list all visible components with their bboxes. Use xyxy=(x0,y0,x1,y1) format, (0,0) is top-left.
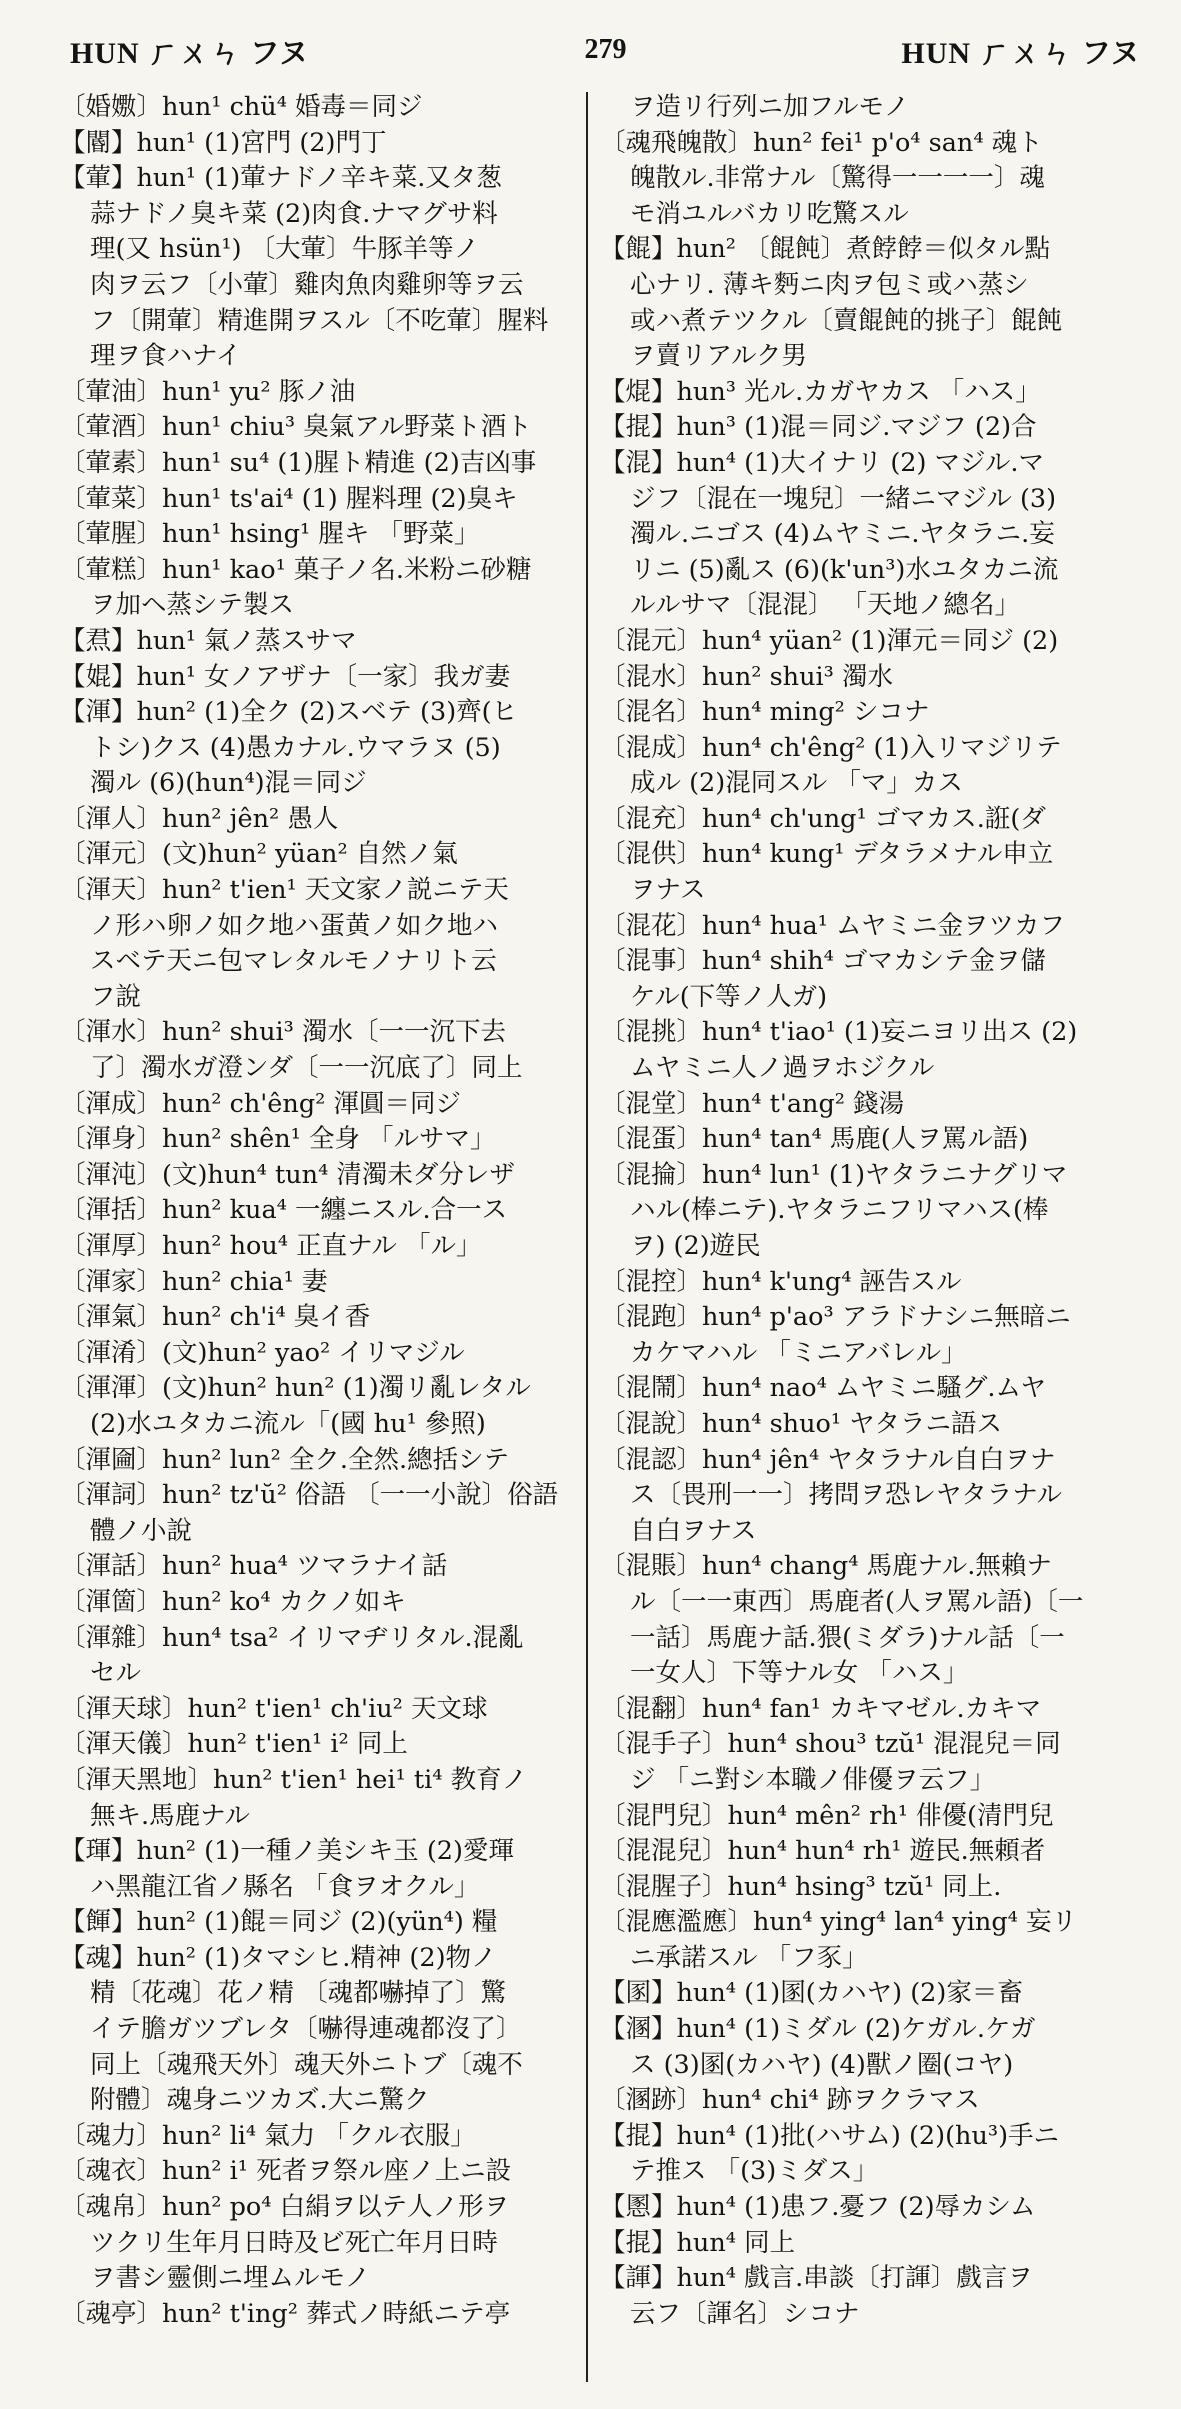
text-line: 【閽】hun¹ (1)宮門 (2)門丁 xyxy=(60,127,387,158)
text-line: 〔混跑〕hun⁴ p'ao³ アラドナシニ無暗ニ xyxy=(600,1302,1071,1333)
text-line: 肉ヲ云フ〔小葷〕雞肉魚肉雞卵等ヲ云 xyxy=(90,269,524,300)
text-line: 【婫】hun¹ 女ノアザナ〔一家〕我ガ妻 xyxy=(60,661,511,692)
text-line: 〔渾人〕hun² jên² 愚人 xyxy=(60,803,339,834)
text-line: 〔渾厚〕hun² hou⁴ 正直ナル 「ル」 xyxy=(60,1231,482,1261)
text-line: 〔葷菜〕hun¹ ts'ai⁴ (1) 腥料理 (2)臭キ xyxy=(60,483,518,514)
text-line: 精〔花魂〕花ノ精 〔魂都嚇掉了〕驚 xyxy=(90,1978,507,2009)
text-line: 〔渾家〕hun² chia¹ 妻 xyxy=(60,1266,328,1297)
text-line: 〔葷油〕hun¹ yu² 豚ノ油 xyxy=(60,376,356,407)
text-line: ルルサマ〔混混〕 「天地ノ總名」 xyxy=(630,590,1020,621)
text-line: ヲ賣リアルク男 xyxy=(630,341,807,372)
text-line: ジ 「ニ對シ本職ノ俳優ヲ云フ」 xyxy=(630,1764,996,1795)
text-line: ハ黑龍江省ノ縣名 「食ヲオクル」 xyxy=(90,1871,480,1902)
text-line: 〔混花〕hun⁴ hua¹ ムヤミニ金ヲツカフ xyxy=(600,910,1065,941)
text-line: 〔渾成〕hun² ch'êng² 渾圓＝同ジ xyxy=(60,1088,461,1119)
text-line: ニ承諾スル 「フ豕」 xyxy=(630,1942,868,1973)
header-left-guide: HUN ㄏㄨㄣ フヌ xyxy=(70,37,310,70)
text-line: 〔混堂〕hun⁴ t'ang² 錢湯 xyxy=(600,1088,905,1119)
left-column xyxy=(60,90,580,2389)
right-column xyxy=(600,90,1140,2389)
text-line: 〔混掄〕hun⁴ lun¹ (1)ヤタラニナグリマ xyxy=(600,1159,1068,1190)
text-line: 蒜ナドノ臭キ菜 (2)肉食.ナマグサ料 xyxy=(90,198,498,229)
text-line: 【渾】hun² (1)全ク (2)スベテ (3)齊(ヒ xyxy=(60,697,518,728)
text-line: 〔混腥子〕hun⁴ hsing³ tzŭ¹ 同上. xyxy=(600,1871,1002,1902)
text-line: 〔混事〕hun⁴ shih⁴ ゴマカシテ金ヲ儲 xyxy=(600,946,1047,977)
text-line: 【掍】hun³ (1)混＝同ジ.マジフ (2)合 xyxy=(600,412,1037,443)
text-line: 或ハ煮テツクル〔賣餛飩的挑子〕餛飩 xyxy=(630,305,1063,336)
text-line: モ消ユルバカリ吃驚スル xyxy=(630,198,909,229)
text-line: ヲ造リ行列ニ加フルモノ xyxy=(630,92,910,122)
page-header xyxy=(70,20,1141,80)
text-line: カケマハル 「ミニアバレル」 xyxy=(630,1337,967,1368)
text-line: 〔魂帛〕hun² po⁴ 白絹ヲ以テ人ノ形ヲ xyxy=(60,2192,510,2223)
text-line: 〔渾水〕hun² shui³ 濁水〔一一沉下去 xyxy=(60,1017,507,1048)
text-line: 〔渾圇〕hun² lun² 全ク.全然.總括シテ xyxy=(60,1444,510,1475)
text-line: 〔渾箇〕hun² ko⁴ カクノ如キ xyxy=(60,1586,406,1617)
text-line: 〔混水〕hun² shui³ 濁水 xyxy=(600,661,894,692)
text-line: 〔渾天球〕hun² t'ien¹ ch'iu² 天文球 xyxy=(60,1693,488,1724)
text-line: 〔混充〕hun⁴ ch'ung¹ ゴマカス.誑(ダ xyxy=(600,803,1046,834)
text-line: ヲ書シ靈側ニ埋ムルモノ xyxy=(90,2263,371,2294)
text-line: 〔混名〕hun⁴ ming² シコナ xyxy=(600,697,930,728)
text-line: ヲ) (2)遊民 xyxy=(630,1231,761,1261)
text-line: セル xyxy=(90,1658,142,1689)
text-line: 【餛】hun² 〔餛飩〕煮餑餑＝似タル點 xyxy=(600,234,1051,265)
text-line: 〔渾沌〕(文)hun⁴ tun⁴ 清濁未ダ分レザ xyxy=(60,1159,515,1190)
text-line: 〔婚嫐〕hun¹ chü⁴ 婚毒＝同ジ xyxy=(60,92,423,122)
text-line: 成ル (2)混同スル 「マ」カス xyxy=(630,768,963,799)
text-line: 〔渾括〕hun² kua⁴ 一纏ニスル.合一ス xyxy=(60,1195,508,1226)
text-line: 〔混賬〕hun⁴ chang⁴ 馬鹿ナル.無賴ナ xyxy=(600,1551,1052,1582)
text-line: 〔渾元〕(文)hun² yüan² 自然ノ氣 xyxy=(60,839,458,870)
text-line: 〔渾話〕hun² hua⁴ ツマラナイ話 xyxy=(60,1551,448,1582)
text-line: リニ (5)亂ス (6)(k'un³)水ユタカニ流 xyxy=(630,554,1059,585)
text-line: 〔混控〕hun⁴ k'ung⁴ 誣告スル xyxy=(600,1266,962,1297)
text-line: 〔混手子〕hun⁴ shou³ tzŭ¹ 混混兒＝同 xyxy=(600,1729,1061,1760)
text-line: 附體〕魂身ニツカズ.大ニ驚ク xyxy=(90,2085,430,2116)
text-line: 〔葷腥〕hun¹ hsing¹ 腥キ 「野菜」 xyxy=(60,519,480,550)
text-line: 〔混應濫應〕hun⁴ ying⁴ lan⁴ ying⁴ 妄リ xyxy=(600,1907,1077,1938)
text-line: 【魂】hun² (1)タマシヒ.精神 (2)物ノ xyxy=(60,1942,497,1973)
text-line: 心ナリ. 薄キ麪ニ肉ヲ包ミ或ハ蒸シ xyxy=(630,269,1029,300)
text-line: 〔混蛋〕hun⁴ tan⁴ 馬鹿(人ヲ罵ル語) xyxy=(600,1124,1029,1155)
text-line: 同上〔魂飛天外〕魂天外ニトブ〔魂不 xyxy=(90,2049,523,2080)
header-right-guide: HUN ㄏㄨㄣ フヌ xyxy=(901,37,1141,70)
text-line: 無キ.馬鹿ナル xyxy=(90,1800,250,1831)
text-line: フ〔開葷〕精進開ヲスル〔不吃葷〕腥料 xyxy=(90,305,549,336)
text-line: (2)水ユタカニ流ル「(國 hu¹ 參照) xyxy=(90,1408,486,1439)
text-line: 理(又 hsün¹) 〔大葷〕牛豚羊等ノ xyxy=(90,234,480,265)
text-line: 〔魂亭〕hun² t'ing² 葬式ノ時紙ニテ亭 xyxy=(60,2298,511,2329)
text-line: ス (3)圂(カハヤ) (4)獸ノ圈(コヤ) xyxy=(630,2049,1014,2080)
text-line: ツクリ生年月日時及ビ死亡年月日時 xyxy=(90,2227,498,2258)
text-line: 〔渾天〕hun² t'ien¹ 天文家ノ説ニテ天 xyxy=(60,875,509,906)
text-line: ヲナス xyxy=(630,875,706,906)
text-line: スベテ天ニ包マレタルモノナリト云 xyxy=(90,946,497,977)
text-line: 〔混挑〕hun⁴ t'iao¹ (1)妄ニヨリ出ス (2) xyxy=(600,1017,1078,1048)
text-line: 【溷】hun⁴ (1)ミダル (2)ケガル.ケガ xyxy=(600,2014,1036,2045)
text-line: フ說 xyxy=(90,981,142,1012)
text-line: 〔混供〕hun⁴ kung¹ デタラメナル申立 xyxy=(600,839,1054,870)
text-line: 〔渾天黑地〕hun² t'ien¹ hei¹ ti⁴ 教育ノ xyxy=(60,1764,528,1795)
text-line: 【混】hun⁴ (1)大イナリ (2) マジル.マ xyxy=(600,447,1045,478)
text-line: 一女人〕下等ナル女 「ハス」 xyxy=(630,1658,969,1689)
text-line: 【慁】hun⁴ (1)患フ.憂フ (2)辱カシム xyxy=(600,2192,1036,2223)
text-line: 濁ル.ニゴス (4)ムヤミニ.ヤタラニ.妄 xyxy=(630,519,1055,550)
text-line: 了〕濁水ガ澄ンダ〔一一沉底了〕同上 xyxy=(90,1053,523,1084)
text-line: 一話〕馬鹿ナ話.猥(ミダラ)ナル話〔一 xyxy=(630,1622,1065,1653)
text-line: テ推ス 「(3)ミダス」 xyxy=(630,2156,879,2187)
text-line: 〔渾詞〕hun² tz'ŭ² 俗語 〔一一小說〕俗語 xyxy=(60,1480,559,1511)
text-line: 【餫】hun² (1)餛＝同ジ (2)(yün⁴) 糧 xyxy=(60,1907,498,1938)
text-line: 〔葷素〕hun¹ su⁴ (1)腥ト精進 (2)吉凶事 xyxy=(60,447,537,478)
text-line: 【焄】hun¹ 氣ノ蒸スサマ xyxy=(60,625,357,656)
text-line: 〔魂飛魄散〕hun² fei¹ p'o⁴ san⁴ 魂ト xyxy=(600,127,1043,158)
text-line: 〔渾天儀〕hun² t'ien¹ i² 同上 xyxy=(60,1729,408,1760)
text-line: 〔混門兒〕hun⁴ mên² rh¹ 俳優(清門兒 xyxy=(600,1800,1054,1831)
text-line: 〔魂衣〕hun² i¹ 死者ヲ祭ル座ノ上ニ設 xyxy=(60,2156,512,2187)
text-line: 〔混認〕hun⁴ jên⁴ ヤタラナル自白ヲナ xyxy=(600,1444,1056,1475)
text-line: ジフ〔混在一塊兒〕一緒ニマジル (3) xyxy=(630,483,1057,514)
text-line: 〔葷酒〕hun¹ chiu³ 臭氣アル野菜ト酒ト xyxy=(60,412,532,443)
text-line: 體ノ小說 xyxy=(90,1515,193,1546)
text-line: 〔混說〕hun⁴ shuo¹ ヤタラニ語ス xyxy=(600,1408,1002,1439)
text-line: 〔渾雜〕hun⁴ tsa² イリマヂリタル.混亂 xyxy=(60,1622,524,1653)
text-line: 【掍】hun⁴ (1)批(ハサム) (2)(hu³)手ニ xyxy=(600,2120,1060,2151)
page-number: 279 xyxy=(584,34,627,65)
text-line: 【掍】hun⁴ 同上 xyxy=(600,2227,796,2258)
text-line: 【諢】hun⁴ 戲言.串談〔打諢〕戲言ヲ xyxy=(600,2263,1033,2294)
text-line: 〔溷跡〕hun⁴ chi⁴ 跡ヲクラマス xyxy=(600,2085,980,2116)
text-line: イテ膽ガツブレタ〔嚇得連魂都沒了〕 xyxy=(90,2014,522,2045)
text-line: 〔混混兒〕hun⁴ hun⁴ rh¹ 遊民.無頼者 xyxy=(600,1836,1046,1867)
column-divider xyxy=(586,92,588,2382)
text-line: 【葷】hun¹ (1)葷ナドノ辛キ菜.又タ葱 xyxy=(60,163,502,194)
text-line: 【焜】hun³ 光ル.カガヤカス 「ハス」 xyxy=(600,376,1041,407)
text-line: 理ヲ食ハナイ xyxy=(90,341,242,372)
text-line: 濁ル (6)(hun⁴)混＝同ジ xyxy=(90,768,367,799)
text-line: 〔渾淆〕(文)hun² yao² イリマジル xyxy=(60,1337,465,1368)
text-line: 〔混翻〕hun⁴ fan¹ カキマゼル.カキマ xyxy=(600,1693,1042,1724)
text-line: ル〔一一東西〕馬鹿者(人ヲ罵ル語)〔一 xyxy=(630,1586,1084,1617)
text-line: 【琿】hun² (1)一種ノ美シキ玉 (2)愛琿 xyxy=(60,1836,514,1867)
text-line: 〔渾氣〕hun² ch'i⁴ 臭イ香 xyxy=(60,1302,371,1333)
text-line: 〔混元〕hun⁴ yüan² (1)渾元＝同ジ (2) xyxy=(600,625,1059,656)
text-line: ケル(下等ノ人ガ) xyxy=(630,981,828,1012)
text-line: ヲ加ヘ蒸シテ製ス xyxy=(90,590,295,621)
text-line: 〔魂力〕hun² li⁴ 氣力 「クル衣服」 xyxy=(60,2120,476,2151)
text-line: ムヤミニ人ノ過ヲホジクル xyxy=(630,1053,935,1084)
text-line: ノ形ハ卵ノ如ク地ハ蛋黄ノ如ク地ハ xyxy=(90,910,499,941)
text-line: ス〔畏刑一一〕拷問ヲ恐レヤタラナル xyxy=(630,1480,1062,1511)
text-line: 〔渾渾〕(文)hun² hun² (1)濁リ亂レタル xyxy=(60,1373,531,1404)
text-line: 〔葷糕〕hun¹ kao¹ 菓子ノ名.米粉ニ砂糖 xyxy=(60,554,532,585)
text-line: 云フ〔諢名〕シコナ xyxy=(630,2298,860,2329)
text-line: 自白ヲナス xyxy=(630,1515,757,1546)
text-line: 〔渾身〕hun² shên¹ 全身 「ルサマ」 xyxy=(60,1124,496,1155)
text-line: 魄散ル.非常ナル〔驚得一一一一〕魂 xyxy=(630,163,1045,194)
text-line: ハル(棒ニテ).ヤタラニフリマハス(棒 xyxy=(630,1195,1049,1226)
text-line: トシ)クス (4)愚カナル.ウマラヌ (5) xyxy=(90,732,501,763)
text-line: 【圂】hun⁴ (1)圂(カハヤ) (2)家＝畜 xyxy=(600,1978,1023,2009)
text-line: 〔混鬧〕hun⁴ nao⁴ ムヤミニ騷グ.ムヤ xyxy=(600,1373,1046,1404)
text-line: 〔混成〕hun⁴ ch'êng² (1)入リマジリテ xyxy=(600,732,1062,763)
